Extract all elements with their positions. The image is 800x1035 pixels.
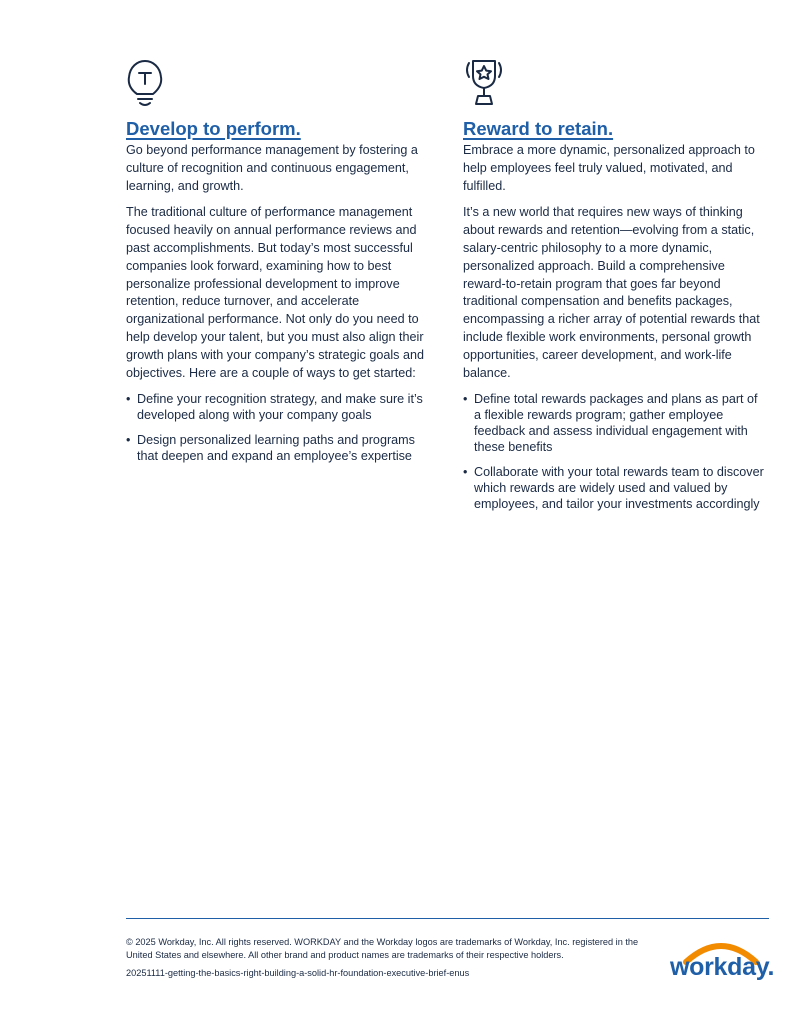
reward-bullet-list [463,391,768,512]
workday-logo [670,936,775,986]
develop-column [126,58,431,473]
develop-intro: Go beyond performance management by fostering a culture of recognition and continuous engagement, learning, and growth. [126,143,418,193]
trophy-star-icon [463,58,768,112]
footer-doc-id: 20251111-getting-the-basics-right-building-a-solid-hr-foundation-executive-brief-enus [126,968,470,978]
reward-body: It’s a new world that requires new ways of thinking about rewards and retention—evolving from a static, salary-centric philosophy to a more dynamic, personalized approach. Build a comprehensive reward-to-retain program that goes far beyond traditional compensation and benefits packages, encompassing a richer array of potential rewards that include flexible work environments, personal growth opportunities, career development, and work-life balance. [463,205,760,380]
develop-body: The traditional culture of performance management focused heavily on annual performance reviews and past accomplishments. But today’s most successful companies look forward, examining how to best personalize professional development to improve retention, reduce turnover, and accelerate organizational performance. Not only do you need to help develop your talent, but you must also align their growth plans with your company’s strategic goals and objectives. Here are a couple of ways to get started: [126,205,424,380]
reward-intro: Embrace a more dynamic, personalized approach to help employees feel truly valued, motivated, and fulfilled. [463,143,755,193]
develop-heading: Develop to perform. [126,118,301,139]
list-item: • Design personalized learning paths and programs that deepen and expand an employee’s expertise [126,432,431,464]
footer-divider [126,918,769,919]
list-item: • Define total rewards packages and plans as part of a flexible rewards program; gather employee feedback and assess individual engagement with these benefits [463,391,768,455]
reward-column [463,58,768,521]
reward-heading: Reward to retain. [463,118,614,139]
workday-logo-text: workday. [670,953,775,981]
footer-legal: © 2025 Workday, Inc. All rights reserved. WORKDAY and the Workday logos are trademarks of Workday, Inc. registered in the United States and elsewhere. All other brand and product names are trademarks of their respective holders. [126,937,639,961]
develop-bullet-list [126,391,431,464]
lightbulb-icon [126,58,431,112]
list-item: • Define your recognition strategy, and make sure it’s developed along with your company goals [126,391,431,423]
list-item: • Collaborate with your total rewards team to discover which rewards are widely used and valued by employees, and tailor your investments accordingly [463,464,768,512]
